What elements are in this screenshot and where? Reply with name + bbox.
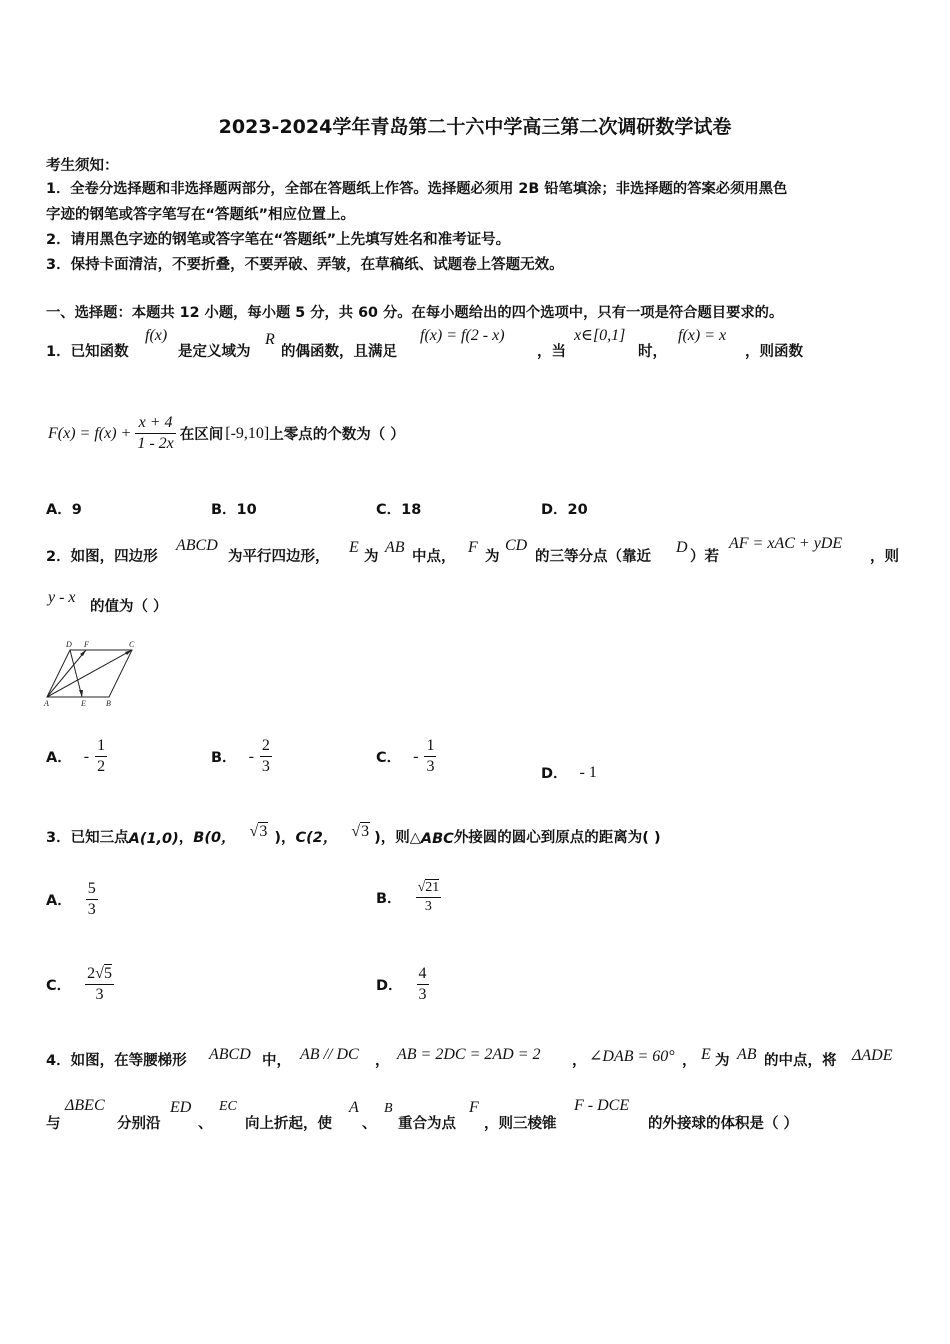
q3-option-d-label: D．: [376, 978, 403, 994]
q4-pyramid: F - DCE: [574, 1097, 630, 1114]
q3-sqrt-3-c: √3: [351, 823, 370, 840]
q3-option-b-fraction: [416, 880, 442, 915]
q2-option-b-label: B．: [211, 750, 237, 766]
q2-vector-eq: AF = xAC + yDE: [729, 535, 843, 552]
q1-text-6: ，则函数: [745, 344, 803, 360]
q3-sqrt-3-b: √3: [249, 823, 268, 840]
q3-option-c-coef: 2: [87, 965, 96, 982]
q2-option-d-value: - 1: [579, 763, 597, 781]
q2-option-b-fraction: [260, 737, 272, 776]
q3-option-b[interactable]: [376, 880, 441, 915]
q1-option-b[interactable]: B．10: [211, 502, 257, 518]
q3-option-a[interactable]: [46, 880, 98, 919]
q1-text-5: 时，: [638, 344, 667, 360]
q2-option-a-den: 2: [97, 758, 106, 775]
q2-option-b-num: 2: [261, 737, 270, 754]
notice-line-1b: 字迹的钢笔或答字笔写在“答题纸”相应位置上。: [46, 207, 356, 223]
q3-option-c-label: C．: [46, 978, 72, 994]
q4-text-14: ，则三棱锥: [484, 1116, 557, 1132]
q1-text-1: 1．已知函数: [46, 344, 129, 360]
q4-equation: AB = 2DC = 2AD = 2: [397, 1046, 541, 1063]
q4-EC: EC: [219, 1099, 237, 1114]
q2-option-c-den: 3: [426, 758, 435, 775]
q1-R: R: [265, 331, 275, 348]
q2-option-b[interactable]: [211, 737, 272, 776]
q4-ED: ED: [170, 1099, 192, 1116]
q3-option-c-radicand: 5: [103, 965, 112, 982]
q2-option-d[interactable]: [541, 762, 597, 783]
q2-text-1: 2．如图，四边形: [46, 549, 158, 565]
q3-option-d-fraction: [417, 965, 429, 1004]
q4-angle: ∠DAB = 60°: [589, 1048, 675, 1065]
q1-option-a[interactable]: A．9: [46, 502, 82, 518]
q2-option-c-label: C．: [376, 750, 402, 766]
q2-fig-label-e: E: [81, 699, 86, 708]
q3-option-d-den: 3: [418, 986, 427, 1003]
q2-option-b-sign: -: [248, 747, 254, 765]
q1-range: [-9,10]: [225, 424, 270, 442]
q1-F-denominator: 1 - 2x: [137, 435, 174, 452]
q3-text-1: 3．已知三点: [46, 830, 129, 846]
q2-text-5: 为: [485, 549, 500, 565]
q1-text-2: 是定义域为: [178, 344, 251, 360]
q4-text-8: 与: [46, 1116, 61, 1132]
q2-fig-label-b: B: [106, 699, 111, 708]
q4-text-7: 的中点，将: [764, 1053, 837, 1069]
q2-option-c-num: 1: [426, 737, 435, 754]
q2-option-c-sign: -: [413, 747, 419, 765]
notice-line-3: 3．保持卡面清洁，不要折叠，不要弄破、弄皱，在草稿纸、试题卷上答题无效。: [46, 257, 564, 273]
q3-option-b-label: B．: [376, 891, 402, 907]
q4-text-10: 、: [198, 1116, 213, 1132]
q3-option-c-den: 3: [95, 986, 104, 1003]
q3-option-a-num: 5: [87, 880, 96, 897]
q4-text-1: 4．如图，在等腰梯形: [46, 1053, 187, 1069]
q1-F-fraction: [135, 414, 175, 453]
q3-point-c: C(2，: [295, 830, 338, 846]
q4-text-6: 为: [715, 1053, 730, 1069]
q3-point-b: B(0，: [193, 830, 236, 846]
q3-option-a-fraction: [86, 880, 98, 919]
q2-text-2: 为平行四边形，: [228, 549, 330, 565]
q3-comma-1: ，: [178, 830, 194, 846]
q2-yx: y - x: [48, 589, 76, 606]
q2-E: E: [349, 539, 359, 556]
q2-option-a-fraction: [95, 737, 107, 776]
q2-text-3: 为: [364, 549, 379, 565]
q3-stem: [46, 823, 661, 847]
q4-text-9: 分别沿: [117, 1116, 161, 1132]
q1-interval: x∈[0,1]: [574, 327, 626, 344]
q2-option-a[interactable]: [46, 737, 107, 776]
q4-triangle-ADE: ΔADE: [852, 1047, 893, 1064]
q2-option-a-sign: -: [83, 747, 90, 765]
q4-text-11: 向上折起，使: [245, 1116, 332, 1132]
q2-fig-label-c: C: [129, 640, 135, 649]
q4-A: A: [349, 1099, 359, 1116]
q4-text-5: ，: [682, 1053, 697, 1069]
section-heading: 一、选择题：本题共 12 小题，每小题 5 分，共 60 分。在每小题给出的四个选项中，只有一项是符合题目要求的。: [46, 305, 784, 321]
q1-text-4: ，当: [537, 344, 566, 360]
q2-parallelogram-figure: [42, 638, 142, 710]
q4-text-4: ，: [572, 1053, 587, 1069]
q3-option-c[interactable]: [46, 965, 114, 1004]
q2-option-c-fraction: [424, 737, 436, 776]
q2-text-7: ）若: [690, 549, 719, 565]
q4-text-15: 的外接球的体积是（ ）: [648, 1116, 799, 1132]
notice-line-1a: 1．全卷分选择题和非选择题两部分，全部在答题纸上作答。选择题必须用 2B 铅笔填涂；非选择题的答案必须用黑色: [46, 181, 788, 197]
q1-F-numerator: x + 4: [138, 414, 173, 431]
page-title: 2023-2024学年青岛第二十六中学高三第二次调研数学试卷: [218, 116, 732, 138]
q3-text-4: 外接圆的圆心到原点的距离为( ): [453, 830, 661, 846]
q4-F: F: [469, 1099, 479, 1116]
q2-option-d-label: D．: [541, 766, 568, 782]
q2-fig-label-f: F: [84, 640, 89, 649]
q1-text-7: 在区间: [179, 427, 224, 443]
q1-eq2: f(x) = x: [678, 327, 727, 344]
q3-point-a: A(1,0): [128, 831, 179, 847]
q4-B: B: [384, 1101, 393, 1116]
q2-text-4: 中点，: [412, 549, 456, 565]
q1-function-F: [48, 414, 405, 453]
q3-option-a-label: A．: [46, 893, 72, 909]
q3-option-b-num: √21: [417, 880, 440, 895]
q3-text-3: )，则△: [374, 830, 421, 846]
q3-sqrt-3-c-radicand: 3: [361, 823, 370, 840]
q2-fig-label-d: D: [66, 640, 72, 649]
q2-option-c[interactable]: [376, 737, 436, 776]
q4-parallel: AB // DC: [300, 1046, 359, 1063]
q4-text-3: ，: [375, 1053, 390, 1069]
q3-triangle-abc: ABC: [420, 831, 454, 847]
q3-sqrt-3-b-radicand: 3: [259, 823, 268, 840]
q3-option-b-den: 3: [424, 899, 432, 914]
q4-E: E: [701, 1046, 711, 1063]
notice-line-2: 2．请用黑色字迹的钢笔或答字笔在“答题纸”上先填写姓名和准考证号。: [46, 232, 511, 248]
q1-F-left: F(x) = f(x) +: [48, 424, 132, 442]
q3-option-c-fraction: [85, 965, 114, 1004]
q2-text-8: ，则: [870, 549, 899, 565]
q2-option-b-den: 3: [261, 758, 270, 775]
q2-text-6: 的三等分点（靠近: [535, 549, 651, 565]
q1-fx: f(x): [145, 327, 168, 344]
q1-text-8: 上零点的个数为（ ）: [269, 427, 405, 443]
q1-option-d[interactable]: D．20: [541, 502, 588, 518]
q2-CD: CD: [505, 537, 528, 554]
q1-option-c[interactable]: C．18: [376, 502, 422, 518]
q2-text-9: 的值为（ ）: [90, 599, 168, 615]
q2-AB: AB: [385, 539, 405, 556]
q4-text-13: 重合为点: [398, 1116, 456, 1132]
q1-eq1: f(x) = f(2 - x): [420, 327, 505, 344]
q3-option-b-radicand: 21: [425, 880, 440, 895]
q4-ABCD: ABCD: [209, 1046, 251, 1063]
q2-option-a-num: 1: [97, 737, 106, 754]
q4-text-12: 、: [362, 1116, 377, 1132]
q3-option-d[interactable]: [376, 965, 429, 1004]
q4-triangle-BEC: ΔBEC: [65, 1097, 105, 1114]
q2-fig-label-a: A: [44, 699, 49, 708]
q1-text-3: 的偶函数，且满足: [281, 344, 397, 360]
q4-text-2: 中，: [262, 1053, 291, 1069]
q3-option-a-den: 3: [87, 901, 96, 918]
q2-option-a-label: A．: [46, 750, 72, 766]
q2-ABCD: ABCD: [176, 537, 218, 554]
q4-AB: AB: [737, 1046, 757, 1063]
q2-F: F: [468, 539, 478, 556]
notice-heading: 考生须知：: [46, 158, 119, 174]
q3-option-d-num: 4: [418, 965, 427, 982]
q2-D: D: [676, 539, 688, 556]
q3-option-c-num: 2√5: [87, 965, 112, 982]
q3-text-2: )，: [274, 830, 296, 846]
